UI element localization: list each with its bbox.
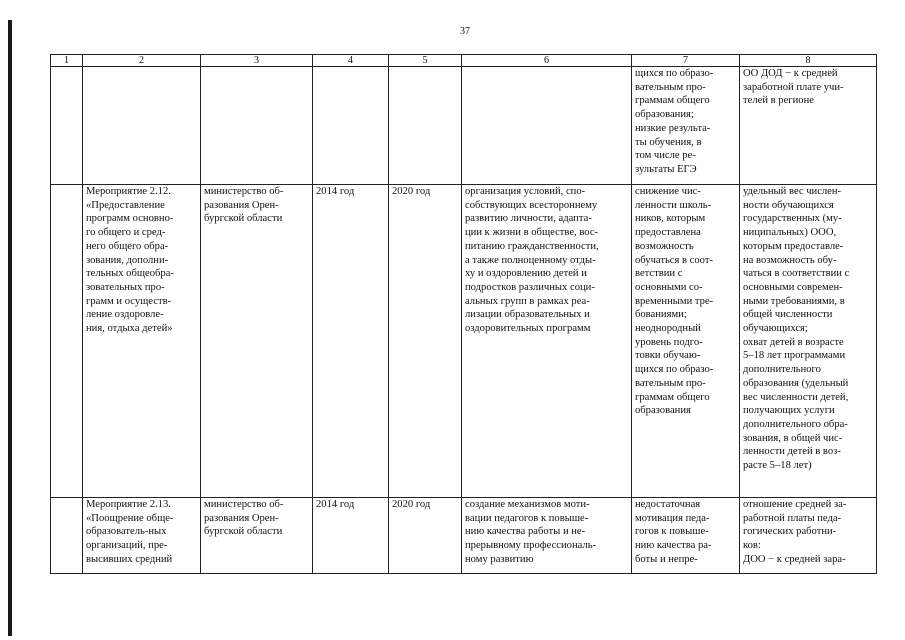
cell-line: ДОО − к средней зара-: [743, 553, 846, 565]
cell-line: дополнительного обра-: [743, 418, 848, 430]
cell-line: мотивация педа-: [635, 512, 710, 524]
cell-line: «Поощрение обще-: [86, 512, 174, 524]
cell-line: ности обучающихся: [743, 199, 834, 211]
cell-line: снижение чис-: [635, 186, 701, 197]
cell-line: товки обучаю-: [635, 350, 701, 362]
cell-line: временными тре-: [635, 295, 714, 307]
consequences-cell: [632, 185, 740, 498]
cell-line: уровень подго-: [635, 336, 703, 348]
cell-line: возможность: [635, 240, 694, 252]
header-col-3: 3: [201, 55, 313, 67]
cell-line: получающих услуги: [743, 405, 835, 417]
cell-line: низкие результа-: [635, 122, 711, 134]
cell-line: расте 5–18 лет): [743, 460, 812, 472]
header-col-5: 5: [389, 55, 462, 67]
cell-line: бованиями;: [635, 309, 687, 321]
cell-line: охват детей в возрасте: [743, 336, 844, 348]
cell-line: чаться в соответствии с: [743, 268, 850, 280]
expected-result-cell: [462, 67, 632, 185]
end-year-cell: [389, 67, 462, 185]
row-number-cell: [51, 498, 83, 574]
cell-line: ление оздоровле-: [86, 309, 164, 321]
cell-line: подростков различных соци-: [465, 281, 595, 293]
cell-line: заработной плате учи-: [743, 81, 844, 93]
header-col-1: 1: [51, 55, 83, 67]
cell-line: ОО ДОД − к средней: [743, 68, 838, 79]
header-col-6: 6: [462, 55, 632, 67]
header-col-4: 4: [313, 55, 389, 67]
cell-line: ху и оздоровлению детей и: [465, 268, 587, 280]
table-row: [51, 67, 877, 185]
row-number-cell: [51, 67, 83, 185]
cell-line: образования (удельный: [743, 377, 849, 389]
cell-line: разования Орен-: [204, 512, 279, 524]
cell-line: образователь-ных: [86, 526, 167, 538]
table-row: [51, 498, 877, 574]
cell-line: гогических работни-: [743, 526, 837, 538]
cell-line: бургской области: [204, 526, 283, 538]
start-year-cell: 2014 год: [313, 185, 389, 498]
cell-line: собствующих всестороннему: [465, 199, 598, 211]
expected-result-cell: [462, 498, 632, 574]
header-col-2: 2: [83, 55, 201, 67]
table-row: [51, 185, 877, 498]
cell-line: телей в регионе: [743, 95, 814, 107]
consequences-cell: [632, 67, 740, 185]
cell-line: зовательных про-: [86, 281, 165, 293]
cell-line: граммам общего: [635, 95, 710, 107]
cell-line: основными со-: [635, 281, 703, 293]
cell-line: ния, отдыха детей»: [86, 323, 173, 335]
cell-line: организация условий, спо-: [465, 186, 586, 197]
cell-line: щихся по образо-: [635, 68, 714, 79]
cell-line: а также полноценному отды-: [465, 254, 596, 266]
cell-line: вательным про-: [635, 377, 706, 389]
cell-line: щихся по образо-: [635, 364, 714, 376]
cell-line: удельный вес числен-: [743, 186, 842, 197]
cell-line: боты и непре-: [635, 553, 698, 565]
cell-line: разования Орен-: [204, 199, 279, 211]
cell-line: ников, которым: [635, 213, 706, 225]
executor-cell: [201, 185, 313, 498]
cell-line: Мероприятие 2.13.: [86, 499, 171, 510]
executor-cell: [201, 498, 313, 574]
cell-line: обучающихся;: [743, 323, 808, 335]
cell-line: зультаты ЕГЭ: [635, 163, 697, 175]
measure-cell: [83, 498, 201, 574]
cell-line: 5–18 лет программами: [743, 350, 846, 362]
cell-line: ты обучения, в: [635, 136, 702, 148]
cell-line: ков:: [743, 540, 761, 552]
cell-line: государственных (му-: [743, 213, 842, 225]
cell-line: нию качества работы и не-: [465, 526, 586, 538]
cell-line: гогов к повыше-: [635, 526, 709, 538]
cell-line: альных групп в рамках реа-: [465, 295, 590, 307]
cell-line: том числе ре-: [635, 150, 696, 162]
cell-line: образования: [635, 405, 691, 417]
cell-line: ниципальных) ООО,: [743, 227, 837, 239]
cell-line: Мероприятие 2.12.: [86, 186, 171, 197]
cell-line: тельных общеобра-: [86, 268, 174, 280]
cell-line: вательным про-: [635, 81, 706, 93]
cell-line: «Предоставление: [86, 199, 165, 211]
row-number-cell: [51, 185, 83, 498]
cell-line: прерывному профессиональ-: [465, 540, 597, 552]
end-year-cell: 2020 год: [389, 498, 462, 574]
cell-line: работной платы педа-: [743, 512, 842, 524]
cell-line: предоставлена: [635, 227, 701, 239]
cell-line: вес численности детей,: [743, 391, 849, 403]
cell-line: ными требованиями, в: [743, 295, 845, 307]
indicators-cell: [740, 185, 877, 498]
cell-line: зования, дополни-: [86, 254, 169, 266]
cell-line: ленности школь-: [635, 199, 712, 211]
cell-line: граммам общего: [635, 391, 710, 403]
cell-line: программ основно-: [86, 213, 174, 225]
cell-line: создание механизмов моти-: [465, 499, 590, 510]
cell-line: министерство об-: [204, 186, 284, 197]
end-year-cell: 2020 год: [389, 185, 462, 498]
start-year-cell: [313, 67, 389, 185]
cell-line: го общего и сред-: [86, 227, 166, 239]
cell-line: него общего обра-: [86, 240, 169, 252]
cell-line: вации педагогов к повыше-: [465, 512, 589, 524]
header-row: [51, 55, 877, 67]
cell-line: ленности детей в воз-: [743, 446, 841, 458]
cell-line: высивших средний: [86, 553, 173, 565]
cell-line: питанию гражданственности,: [465, 240, 599, 252]
consequences-cell: [632, 498, 740, 574]
cell-line: ному развитию: [465, 553, 534, 565]
cell-line: дополнительного: [743, 364, 821, 376]
cell-line: министерство об-: [204, 499, 284, 510]
indicators-cell: [740, 498, 877, 574]
cell-line: зования, в общей чис-: [743, 432, 843, 444]
header-col-8: 8: [740, 55, 877, 67]
cell-line: основными современ-: [743, 281, 843, 293]
cell-line: недостаточная: [635, 499, 701, 510]
header-col-7: 7: [632, 55, 740, 67]
executor-cell: [201, 67, 313, 185]
cell-line: бургской области: [204, 213, 283, 225]
measure-cell: [83, 67, 201, 185]
cell-line: неоднородный: [635, 323, 701, 335]
cell-line: оздоровительных программ: [465, 323, 591, 335]
cell-line: развитию личности, адапта-: [465, 213, 592, 225]
measure-cell: [83, 185, 201, 498]
cell-line: общей численности: [743, 309, 833, 321]
cell-line: нию качества ра-: [635, 540, 712, 552]
cell-line: ции к жизни в обществе, вос-: [465, 227, 599, 239]
cell-line: которым предоставле-: [743, 240, 844, 252]
expected-result-cell: [462, 185, 632, 498]
binding-edge: [8, 20, 12, 636]
cell-line: организаций, пре-: [86, 540, 168, 552]
measures-table: [50, 54, 877, 574]
cell-line: образования;: [635, 109, 694, 121]
cell-line: отношение средней за-: [743, 499, 847, 510]
cell-line: на возможность обу-: [743, 254, 837, 266]
indicators-cell: [740, 67, 877, 185]
cell-line: грамм и осуществ-: [86, 295, 172, 307]
cell-line: лизации образовательных и: [465, 309, 590, 321]
start-year-cell: 2014 год: [313, 498, 389, 574]
cell-line: обучаться в соот-: [635, 254, 713, 266]
page-number: 37: [460, 26, 470, 37]
cell-line: ветствии с: [635, 268, 683, 280]
